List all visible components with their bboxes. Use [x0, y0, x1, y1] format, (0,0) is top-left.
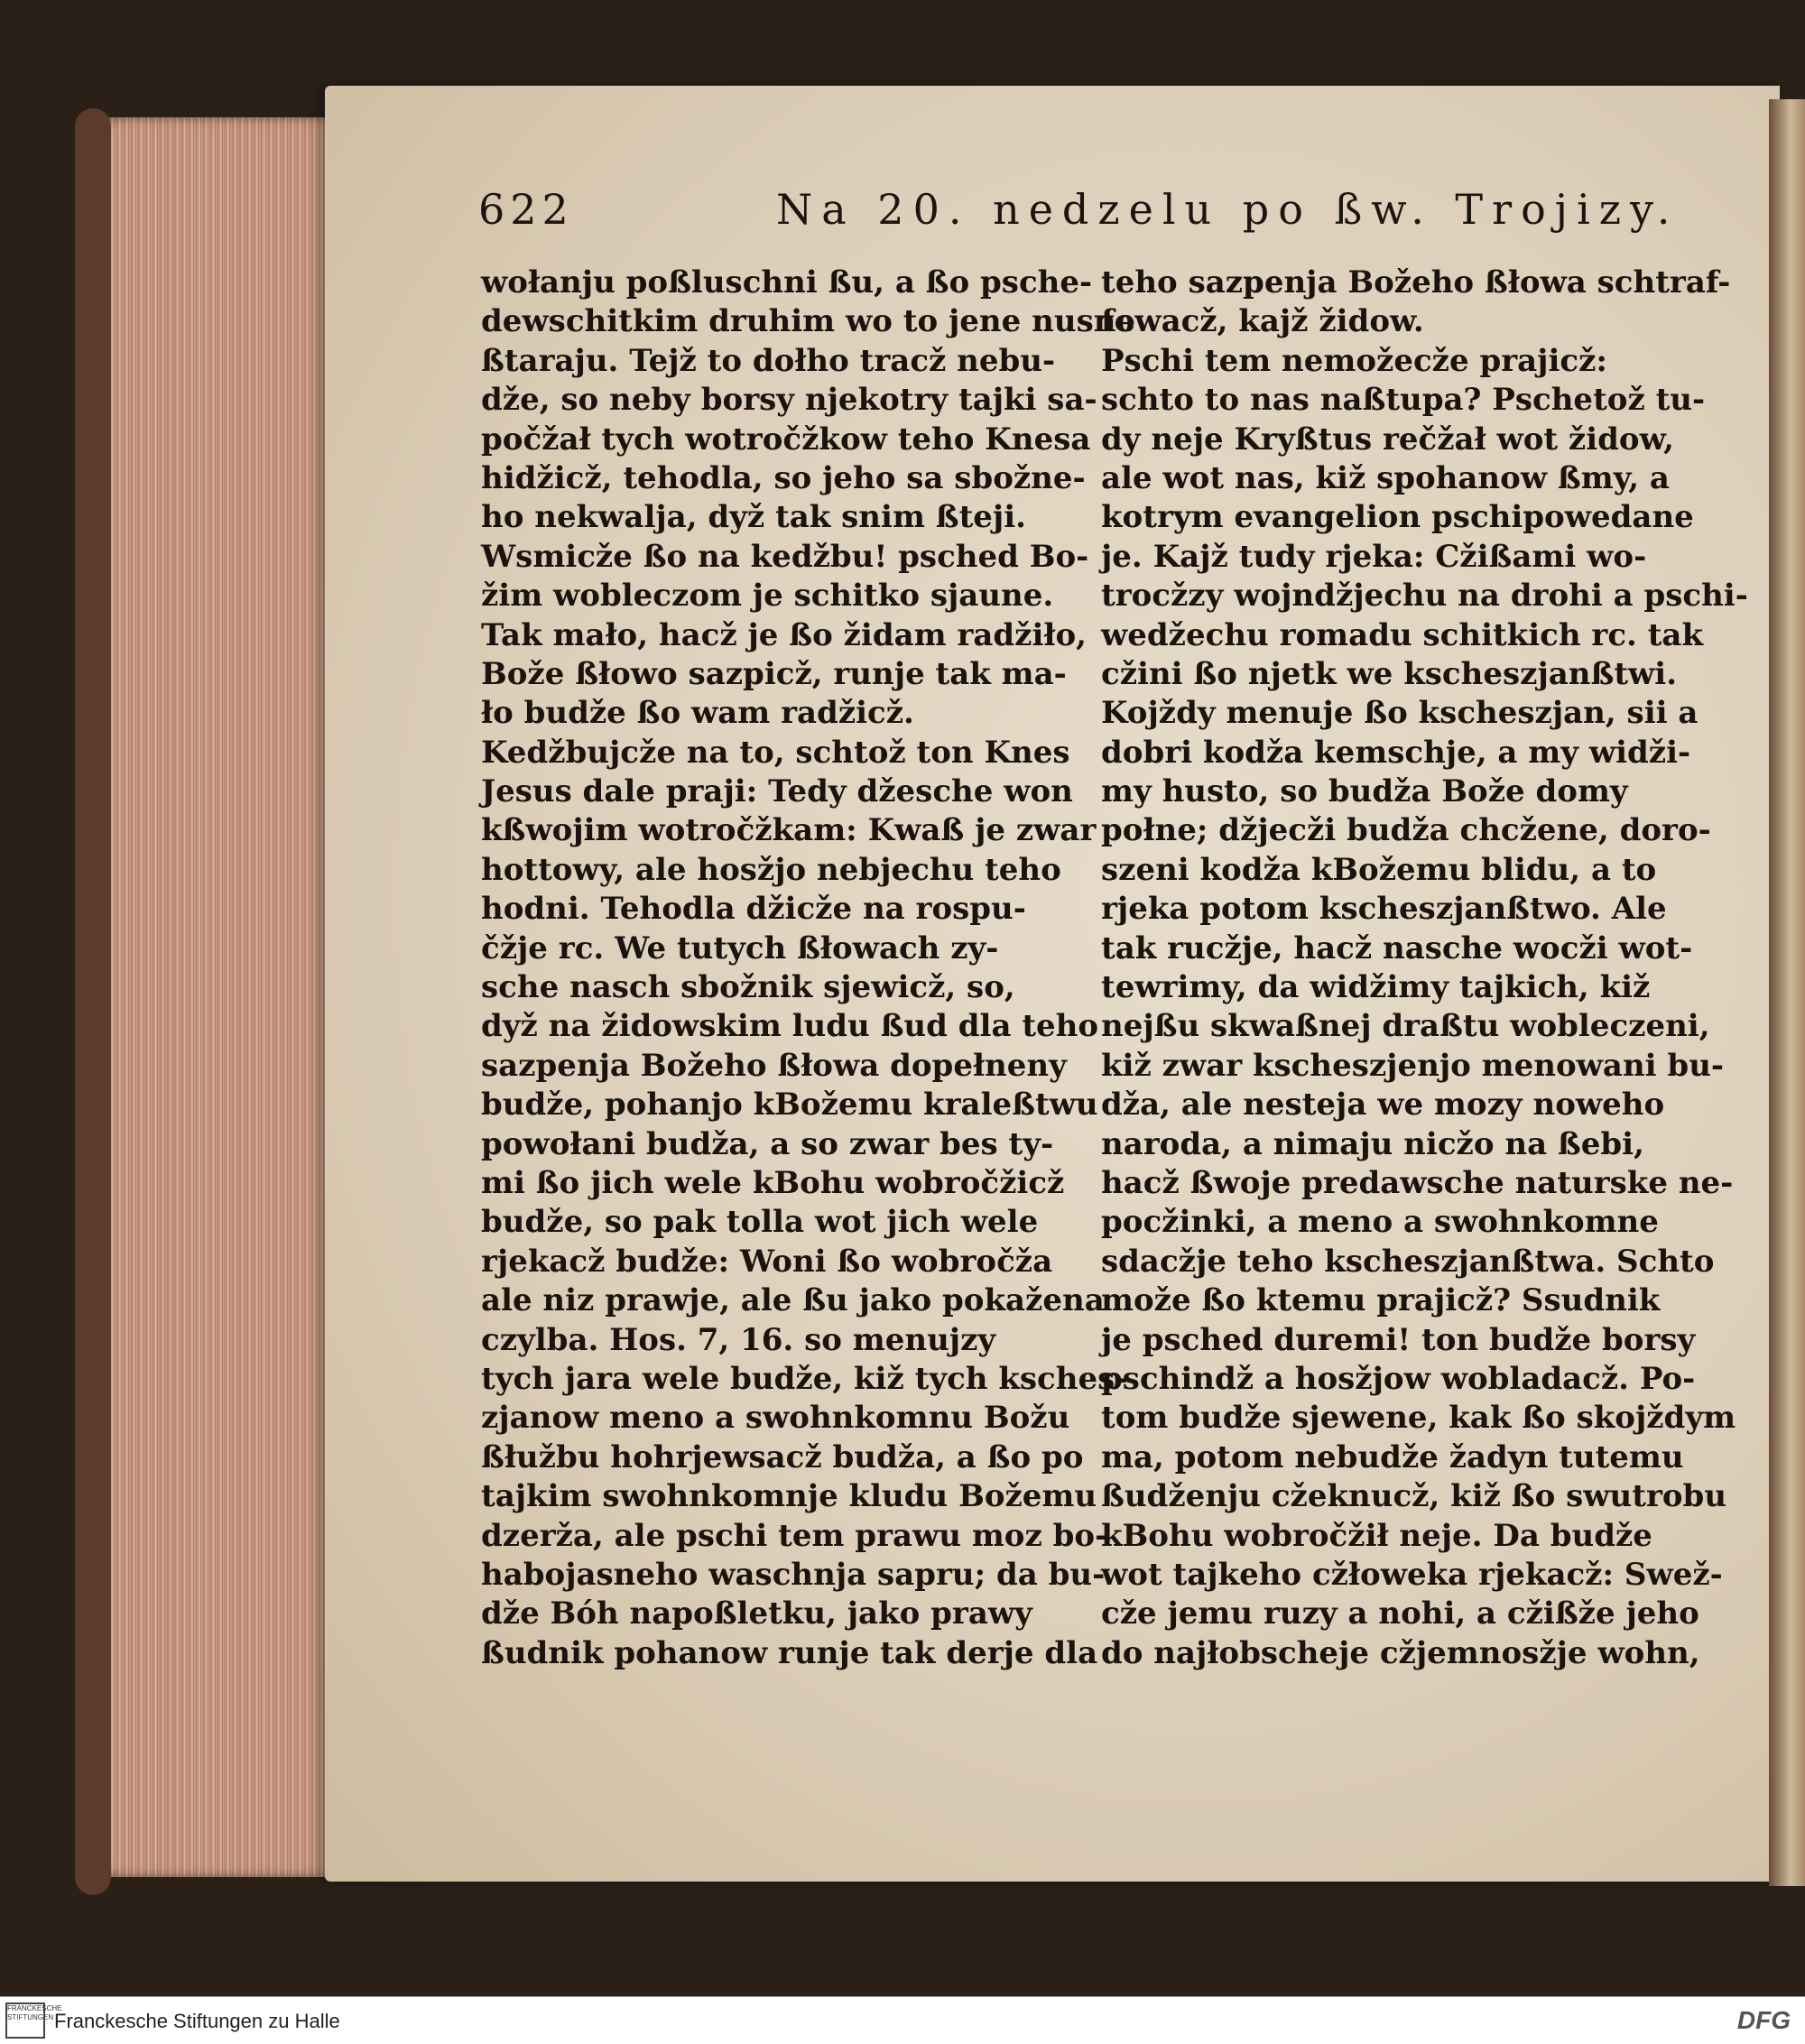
text-line: powołani budža, a so zwar bes ty-	[481, 1125, 1054, 1162]
text-line: ho nekwalja, dyž tak snim ßteji.	[481, 499, 1026, 536]
institution-logo	[5, 2002, 62, 2039]
text-line: cže jemu ruzy a nohi, a cžißže jeho	[1101, 1595, 1699, 1632]
text-line: kiž zwar kscheszjenjo menowani bu-	[1101, 1047, 1725, 1084]
text-line: ale niz prawje, ale ßu jako pokažena	[481, 1282, 1105, 1319]
text-line: žim wobleczom je schitko sjaune.	[481, 578, 1054, 615]
text-line: Pschi tem nemožecže prajicž:	[1101, 342, 1607, 379]
text-line: kotrym evangelion pschipowedane	[1101, 499, 1694, 536]
text-line: tom budže sjewene, kak ßo skojždym	[1101, 1400, 1736, 1437]
text-line: Bože ßłowo sazpicž, runje tak ma-	[481, 655, 1067, 692]
text-line: trocžzy wojndžjechu na drohi a pschi-	[1101, 578, 1748, 615]
institution-name: Franckesche Stiftungen zu Halle	[54, 2010, 340, 2032]
text-line: połne; džjecži budža chcžene, doro-	[1101, 812, 1711, 849]
text-line: dewschitkim druhim wo to jene nusne	[481, 303, 1136, 340]
text-line: sdacžje teho kscheszjanßtwa. Schto	[1101, 1243, 1715, 1280]
text-line: schto to nas naßtupa? Pschetož tu-	[1101, 382, 1706, 419]
text-line: tych jara wele budže, kiž tych ksches-	[481, 1360, 1128, 1397]
text-line: počžał tych wotročžkow teho Knesa	[481, 421, 1091, 458]
running-title: Na 20. nedzelu po ßw. Trojizy.	[776, 185, 1680, 234]
text-line: hodni. Tehodla džicže na rospu-	[481, 891, 1026, 928]
dfg-logo: DFG	[1736, 2006, 1791, 2034]
text-line: Kedžbujcže na to, schtož ton Knes	[481, 734, 1070, 771]
text-line: ale wot nas, kiž spohanow ßmy, a	[1101, 459, 1670, 496]
text-line: habojasneho waschnja sapru; da bu-	[481, 1556, 1106, 1593]
text-line: wedžechu romadu schitkich rc. tak	[1101, 616, 1704, 653]
text-line: my husto, so budža Bože domy	[1101, 773, 1628, 810]
text-line: dyž na židowskim ludu ßud dla teho	[481, 1008, 1099, 1045]
text-column-right	[1101, 264, 1748, 1673]
text-line: pocžinki, a meno a swohnkomne	[1101, 1204, 1659, 1241]
text-line: Wsmicže ßo na kedžbu! psched Bo-	[481, 538, 1089, 575]
text-line: teho sazpenja Božeho ßłowa schtraf-	[1101, 264, 1731, 301]
text-line: cžini ßo njetk we kscheszjanßtwi.	[1101, 655, 1678, 692]
viewer-footer	[0, 1996, 1805, 2044]
page-header	[478, 185, 1688, 248]
text-line: ßtaraju. Tejž to dołho tracž nebu-	[481, 342, 1056, 379]
text-line: czylba. Hos. 7, 16. so menujzy	[481, 1321, 996, 1358]
text-line: kBohu wobročžił neje. Da budže	[1101, 1517, 1652, 1554]
text-line: ßudženju cžeknucž, kiž ßo swutrobu	[1101, 1478, 1727, 1515]
text-line: budže, so pak tolla wot jich wele	[481, 1204, 1039, 1241]
text-line: hacž ßwoje predawsche naturske ne-	[1101, 1164, 1734, 1201]
logo-label: FRANCKESCHE STIFTUNGEN	[7, 2004, 62, 2021]
text-line: szeni kodža kBožemu blidu, a to	[1101, 851, 1657, 888]
text-line: hidžicž, tehodla, so jeho sa sbožne-	[481, 459, 1086, 496]
text-line: dobri kodža kemschje, a my widži-	[1101, 734, 1691, 771]
text-line: tajkim swohnkomnje kludu Božemu	[481, 1478, 1097, 1515]
text-line: dzerža, ale pschi tem prawu moz bo-	[481, 1517, 1108, 1554]
text-line: kßwojim wotročžkam: Kwaß je zwar	[481, 812, 1097, 849]
text-line: hottowy, ale hosžjo nebjechu teho	[481, 851, 1061, 888]
text-line: Kojždy menuje ßo kscheszjan, sii a	[1101, 695, 1699, 732]
text-line: dže, so neby borsy njekotry tajki sa-	[481, 382, 1097, 419]
text-line: je. Kajž tudy rjeka: Cžißami wo-	[1101, 538, 1647, 575]
text-line: Tak mało, hacž je ßo židam radžiło,	[481, 616, 1088, 653]
text-line: wot tajkeho cžłoweka rjekacž: Swež-	[1101, 1556, 1723, 1593]
text-line: dy neje Kryßtus rečžał wot židow,	[1101, 421, 1674, 458]
text-line: može ßo ktemu prajicž? Ssudnik	[1101, 1282, 1661, 1319]
text-line: budže, pohanjo kBožemu kraleßtwu	[481, 1087, 1098, 1124]
text-line: sche nasch sbožnik sjewicž, so,	[481, 969, 1015, 1006]
text-line: do najłobscheje cžjemnosžje wohn,	[1101, 1634, 1700, 1671]
text-line: naroda, a nimaju nicžo na ßebi,	[1101, 1125, 1644, 1162]
text-line: ßłužbu hohrjewsacž budža, a ßo po	[481, 1438, 1084, 1475]
text-line: Jesus dale praji: Tedy džesche won	[481, 773, 1073, 810]
text-line: tewrimy, da widžimy tajkich, kiž	[1101, 969, 1651, 1006]
text-line: je psched duremi! ton budže borsy	[1101, 1321, 1696, 1358]
page-number: 622	[478, 185, 574, 234]
text-line: nejßu skwaßnej draßtu wobleczeni,	[1101, 1008, 1710, 1045]
text-line: dža, ale nesteja we mozy noweho	[1101, 1087, 1665, 1124]
text-line: čžje rc. We tutych ßłowach zy-	[481, 930, 999, 967]
text-line: rjeka potom kscheszjanßtwo. Ale	[1101, 891, 1667, 928]
text-line: tak rucžje, hacž nasche wocži wot-	[1101, 930, 1693, 967]
text-line: zjanow meno a swohnkomnu Božu	[481, 1400, 1070, 1437]
text-line: ma, potom nebudže žadyn tutemu	[1101, 1438, 1684, 1475]
text-column-left	[481, 264, 1136, 1673]
text-line: sazpenja Božeho ßłowa dopełneny	[481, 1047, 1067, 1084]
text-line: rjekacž budže: Woni ßo wobročža	[481, 1243, 1053, 1280]
text-line: fowacž, kajž židow.	[1101, 303, 1424, 340]
text-line: ßudnik pohanow runje tak derje dla	[481, 1634, 1098, 1671]
facing-page-edge	[1769, 99, 1805, 1886]
text-line: wołanju poßluschni ßu, a ßo psche-	[481, 264, 1093, 301]
text-line: dže Bóh napoßletku, jako prawy	[481, 1595, 1032, 1632]
text-line: mi ßo jich wele kBohu wobročžicž	[481, 1164, 1065, 1201]
text-line: pschindž a hosžjow wobladacž. Po-	[1101, 1360, 1696, 1397]
page-edges	[86, 117, 356, 1877]
text-line: ło budže ßo wam radžicž.	[481, 695, 914, 732]
